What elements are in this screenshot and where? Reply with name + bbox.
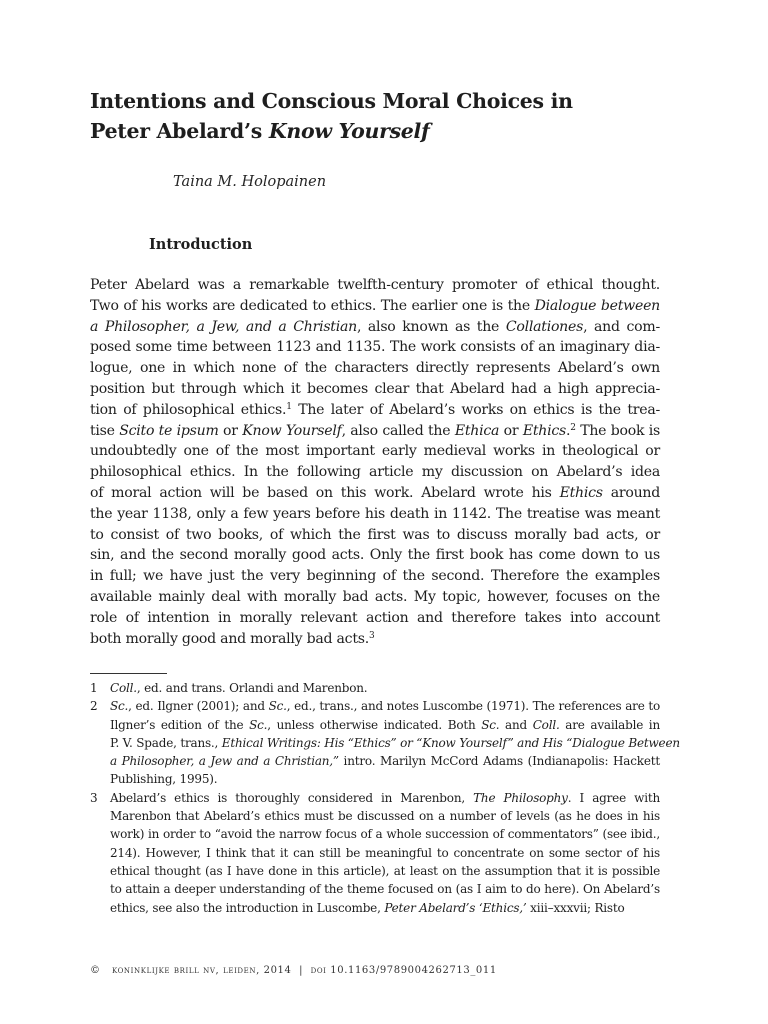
text-run: , ed. and trans. Orlandi and Marenbon. bbox=[136, 681, 368, 695]
footnote-line bbox=[110, 752, 660, 770]
text-run: xiii–xxxvii; Risto bbox=[526, 900, 625, 915]
text-run: ethics, see also the introduction in Luscombe, bbox=[110, 900, 385, 915]
footnote-ref[interactable]: 2 bbox=[570, 422, 576, 433]
title-line-1: Intentions and Conscious Moral Choices in bbox=[90, 89, 573, 113]
body-line bbox=[90, 379, 660, 400]
body-line bbox=[90, 275, 660, 296]
italic-text: Dialogue between bbox=[534, 297, 660, 314]
footnote bbox=[90, 789, 660, 917]
italic-text: a Philosopher, a Jew, and a Christian bbox=[90, 318, 357, 335]
text-run: or bbox=[218, 422, 243, 439]
italic-text: Know Yourself bbox=[242, 422, 342, 439]
title-line-2 bbox=[90, 116, 690, 146]
italic-text: Ethics bbox=[522, 422, 567, 439]
italic-text: Sc. bbox=[249, 717, 268, 732]
text-run: , and com- bbox=[583, 318, 661, 335]
text-run: ethical thought (as I have done in this article), at least on the assumption that it is possible bbox=[110, 863, 660, 878]
title-line-2-italic: Know Yourself bbox=[268, 119, 430, 143]
italic-text: Sc. bbox=[268, 699, 287, 714]
footer-separator: | bbox=[299, 965, 304, 976]
text-run: position but through which it becomes clear that Abelard had a high apprecia- bbox=[90, 380, 660, 397]
text-run: to attain a deeper understanding of the theme focused on (as I aim to do here). On Abelard’s bbox=[110, 882, 660, 897]
italic-text: a Philosopher, a Jew and a Christian,” bbox=[110, 754, 339, 769]
italic-text: Sc. bbox=[481, 717, 500, 732]
text-run: around bbox=[602, 484, 661, 501]
body-line bbox=[90, 400, 660, 421]
text-run: tion of philosophical ethics. bbox=[90, 401, 287, 418]
text-run: , ed., trans., and notes Luscombe (1971). The references are to bbox=[286, 699, 660, 714]
text-run: Publishing, 1995). bbox=[110, 772, 218, 787]
text-run: the year 1138, only a few years before his death in 1142. The treatise was meant bbox=[90, 505, 660, 522]
text-run: philosophical ethics. In the following article my discussion on Abelard’s idea bbox=[90, 464, 660, 481]
text-run: of moral action will be based on this work. Abelard wrote his bbox=[90, 484, 560, 501]
italic-text: Scito te ipsum bbox=[119, 422, 219, 439]
footnote bbox=[90, 679, 660, 697]
footnote-number: 2 bbox=[90, 699, 98, 714]
text-run: Two of his works are dedicated to ethics. The earlier one is the bbox=[90, 297, 535, 314]
footnotes bbox=[90, 679, 680, 917]
text-run: The book is bbox=[575, 422, 660, 439]
body-line bbox=[90, 608, 660, 629]
body-line bbox=[90, 545, 660, 566]
text-run: work) in order to “avoid the narrow focus of a whole succession of commentators” (see ibid., bbox=[110, 827, 660, 842]
italic-text: Peter Abelard’s ‘Ethics,’ bbox=[384, 900, 527, 915]
italic-text: Coll. bbox=[110, 681, 137, 695]
text-run: tise bbox=[90, 422, 120, 439]
text-run: to consist of two books, of which the first was to discuss morally bad acts, or bbox=[90, 526, 660, 543]
footnote-line bbox=[110, 770, 660, 788]
text-run: and bbox=[499, 717, 533, 732]
footnote-text bbox=[110, 697, 680, 788]
footnote-text bbox=[110, 679, 660, 697]
body-line bbox=[90, 629, 660, 650]
section-heading: Introduction bbox=[149, 236, 253, 253]
text-run: . bbox=[566, 422, 571, 439]
text-run: are available in bbox=[559, 717, 660, 732]
footnote-line bbox=[110, 844, 660, 862]
text-run: Abelard’s ethics is thoroughly considered in Marenbon, bbox=[110, 790, 474, 805]
text-run: P. V. Spade, trans., bbox=[110, 735, 222, 750]
footnote-text bbox=[110, 789, 660, 917]
footnote-ref[interactable]: 1 bbox=[286, 401, 292, 412]
body-line bbox=[90, 337, 660, 358]
footnote-number: 3 bbox=[90, 790, 98, 805]
publisher-line: koninklijke brill nv, leiden, 2014 bbox=[111, 965, 292, 976]
italic-text: The Philosophy bbox=[473, 790, 568, 805]
body-line bbox=[90, 317, 660, 338]
italic-text: Coll. bbox=[532, 717, 560, 732]
body-line bbox=[90, 483, 660, 504]
footnote-line bbox=[110, 734, 680, 752]
body-text bbox=[90, 275, 660, 649]
text-run: sin, and the second morally good acts. Only the first book has come down to us bbox=[90, 547, 660, 564]
body-line bbox=[90, 566, 660, 587]
article-title bbox=[90, 86, 690, 146]
text-run: both morally good and morally bad acts. bbox=[90, 630, 369, 647]
body-line bbox=[90, 441, 660, 462]
italic-text: Ethical Writings: His “Ethics” or “Know Yourself” and His “Dialogue Between bbox=[221, 735, 680, 750]
footnote-line bbox=[110, 789, 660, 807]
footnote-ref[interactable]: 3 bbox=[368, 630, 375, 641]
footnote-line bbox=[110, 862, 660, 880]
text-run: role of intention in morally relevant action and therefore takes into account bbox=[90, 609, 660, 626]
text-run: intro. Marilyn McCord Adams (Indianapolis: Hackett bbox=[338, 754, 660, 769]
italic-text: Ethics bbox=[559, 484, 603, 501]
text-run: Peter Abelard was a remarkable twelfth-century promoter of ethical thought. bbox=[90, 277, 660, 293]
footnote-rule bbox=[90, 673, 167, 674]
footnote-line bbox=[110, 697, 660, 715]
text-run: , also known as the bbox=[356, 318, 506, 335]
italic-text: Sc. bbox=[110, 699, 129, 714]
doi-text: doi 10.1163/9789004262713_011 bbox=[310, 965, 497, 976]
body-line bbox=[90, 296, 660, 317]
footnote-line bbox=[110, 880, 660, 898]
body-line bbox=[90, 421, 660, 442]
body-line bbox=[90, 525, 660, 546]
footnote-line bbox=[110, 899, 660, 917]
footnote-line bbox=[110, 716, 660, 734]
body-line bbox=[90, 462, 660, 483]
title-line-2-plain: Peter Abelard’s bbox=[90, 119, 269, 143]
footnote-line bbox=[110, 807, 660, 825]
text-run: undoubtedly one of the most important early medieval works in theological or bbox=[90, 443, 660, 460]
text-run: Marenbon that Abelard’s ethics must be discussed on a number of levels (as he does in his bbox=[110, 809, 660, 824]
text-run: The later of Abelard’s works on ethics is the trea- bbox=[291, 401, 660, 418]
text-run: 214). However, I think that it can still be meaningful to concentrate on some sector of his bbox=[110, 845, 660, 860]
text-run: logue, one in which none of the characters directly represents Abelard’s own bbox=[90, 360, 660, 377]
footnote-line bbox=[110, 825, 660, 843]
text-run: . I agree with bbox=[567, 790, 660, 805]
text-run: , unless otherwise indicated. Both bbox=[267, 717, 482, 732]
text-run: Ilgner’s edition of the bbox=[110, 717, 250, 732]
text-run: or bbox=[499, 422, 523, 439]
text-run: posed some time between 1123 and 1135. The work consists of an imaginary dia- bbox=[90, 339, 660, 356]
copyright-symbol: © bbox=[90, 965, 101, 976]
body-line bbox=[90, 504, 660, 525]
text-run: , ed. Ilgner (2001); and bbox=[128, 699, 269, 714]
italic-text: Ethica bbox=[454, 422, 500, 439]
body-line bbox=[90, 358, 660, 379]
author-name: Taina M. Holopainen bbox=[173, 174, 327, 190]
page-footer bbox=[90, 965, 690, 976]
footnote-number: 1 bbox=[90, 681, 98, 695]
text-run: available mainly deal with morally bad acts. My topic, however, focuses on the bbox=[90, 588, 660, 605]
footnote bbox=[90, 697, 680, 788]
footnote-line bbox=[110, 679, 660, 697]
text-run: , also called the bbox=[341, 422, 455, 439]
italic-text: Collationes bbox=[505, 318, 584, 335]
body-line bbox=[90, 587, 660, 608]
text-run: in full; we have just the very beginning of the second. Therefore the examples bbox=[90, 568, 660, 585]
